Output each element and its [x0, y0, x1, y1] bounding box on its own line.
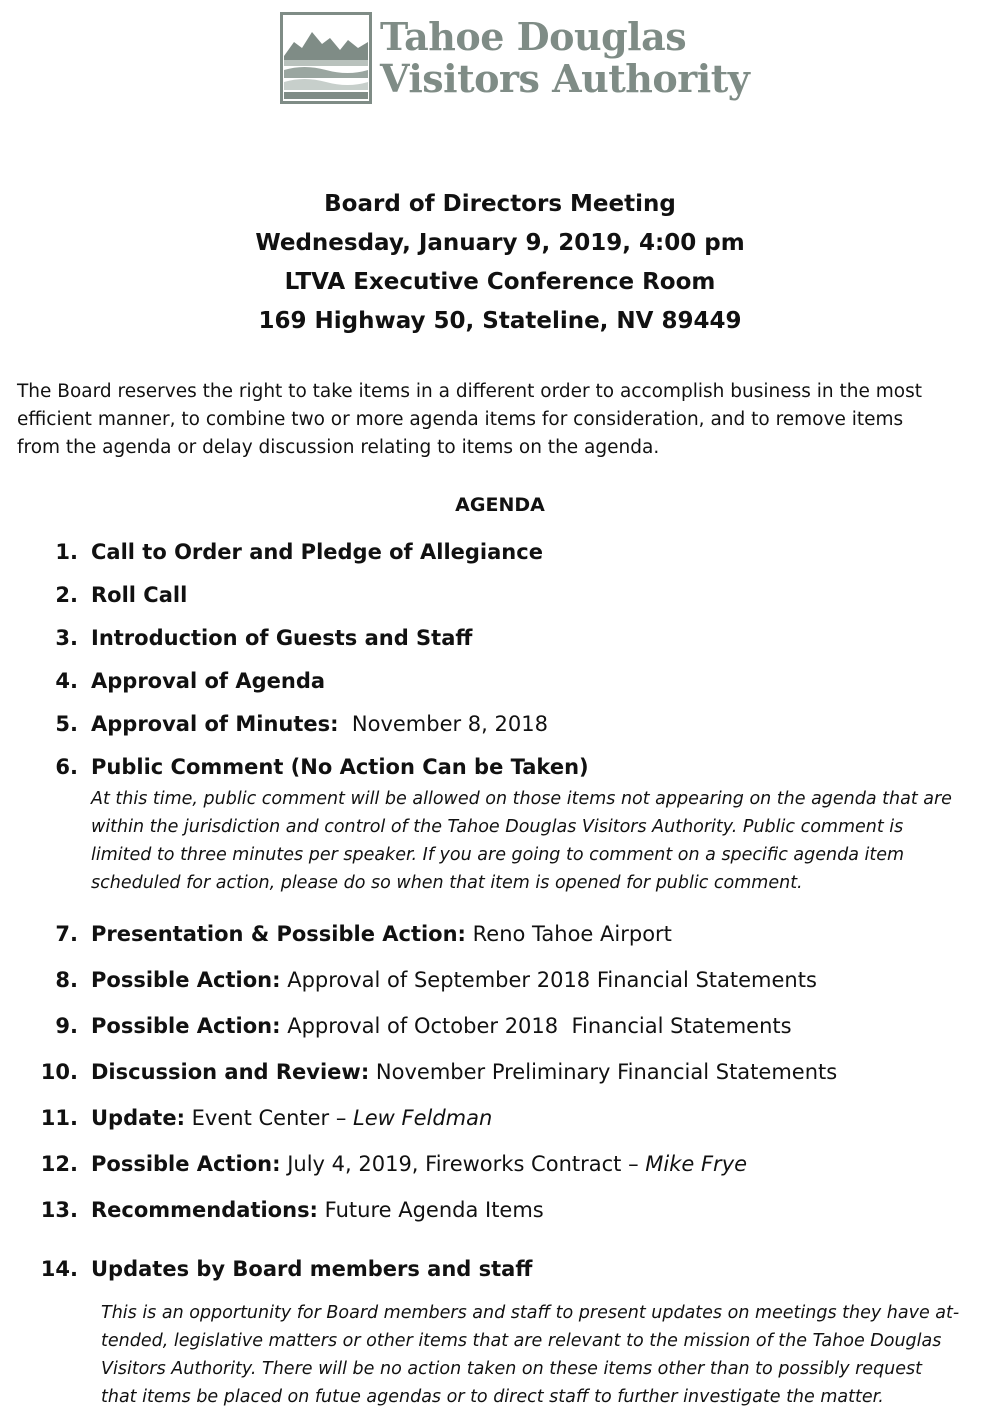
item-number: 11. — [40, 1106, 78, 1130]
item-number: 7. — [55, 922, 78, 946]
description-line: limited to three minutes per speaker. If you are going to comment on a specific agenda item — [91, 845, 905, 865]
item-text: July 4, 2019, Fireworks Contract – — [287, 1152, 639, 1176]
item-title: Possible Action: — [91, 968, 281, 992]
meeting-address: 169 Highway 50, Stateline, NV 89449 — [258, 308, 742, 334]
item-number: 10. — [40, 1060, 78, 1084]
item-number: 12. — [40, 1152, 78, 1176]
description-line: At this time, public comment will be allowed on those items not appearing on the agenda that are — [91, 789, 952, 809]
item-text: Event Center – — [191, 1106, 347, 1130]
item-title: Discussion and Review: — [91, 1060, 370, 1084]
item-text: Future Agenda Items — [324, 1198, 544, 1222]
item-person: Mike Frye — [645, 1152, 748, 1176]
item-number: 1. — [55, 540, 78, 564]
item-title: Possible Action: — [91, 1014, 281, 1038]
description-line: scheduled for action, please do so when that item is opened for public comment. — [91, 873, 803, 893]
description-line: This is an opportunity for Board members and staff to present updates on meetings they have at- — [101, 1303, 960, 1323]
item-number: 6. — [55, 755, 78, 779]
item-number: 2. — [55, 583, 78, 607]
item-title: Call to Order and Pledge of Allegiance — [91, 540, 543, 564]
item-text: Approval of October 2018 Financial Statements — [287, 1014, 792, 1038]
item-text: November Preliminary Financial Statements — [375, 1060, 838, 1084]
item-person: Lew Feldman — [353, 1106, 493, 1130]
item-title: Recommendations: — [91, 1198, 318, 1222]
intro-line: The Board reserves the right to take items in a different order to accomplish business in the most — [17, 381, 922, 402]
logo-wordmark — [380, 16, 749, 100]
agenda-title: AGENDA — [455, 494, 545, 516]
item-number: 9. — [55, 1014, 78, 1038]
organization-logo — [280, 12, 750, 110]
meeting-title: Board of Directors Meeting — [324, 191, 676, 217]
item-number: 14. — [40, 1257, 78, 1281]
item-text: Reno Tahoe Airport — [472, 922, 672, 946]
meeting-location: LTVA Executive Conference Room — [284, 269, 716, 295]
item-title: Possible Action: — [91, 1152, 281, 1176]
intro-paragraph — [17, 378, 982, 462]
description-line: within the jurisdiction and control of the Tahoe Douglas Visitors Authority. Public comment is — [91, 817, 904, 837]
item-number: 8. — [55, 968, 78, 992]
item-title: Presentation & Possible Action: — [91, 922, 466, 946]
item-number: 4. — [55, 669, 78, 693]
mountain-lake-logo-icon — [280, 12, 372, 104]
item-text: Approval of September 2018 Financial Statements — [287, 968, 817, 992]
item-title: Update: — [91, 1106, 185, 1130]
item-text: November 8, 2018 — [351, 712, 548, 736]
meeting-date: Wednesday, January 9, 2019, 4:00 pm — [255, 230, 745, 256]
description-line: tended, legislative matters or other items that are relevant to the mission of the Tahoe Douglas — [101, 1331, 942, 1351]
item-title: Updates by Board members and staff — [91, 1257, 533, 1281]
item-number: 5. — [55, 712, 78, 736]
item-title: Introduction of Guests and Staff — [91, 626, 473, 650]
item-description — [91, 785, 952, 897]
description-line: that items be placed on futue agendas or to direct staff to further investigate the matter. — [101, 1387, 884, 1407]
item-title: Roll Call — [91, 583, 188, 607]
item-number: 3. — [55, 626, 78, 650]
item-title: Approval of Agenda — [91, 669, 326, 693]
item-title: Public Comment (No Action Can be Taken) — [91, 755, 589, 779]
meeting-heading — [0, 185, 1000, 341]
description-line: Visitors Authority. There will be no action taken on these items other than to possibly request — [101, 1359, 923, 1379]
item-description — [101, 1299, 959, 1411]
item-number: 13. — [40, 1198, 78, 1222]
intro-line: efficient manner, to combine two or more agenda items for consideration, and to remove items — [17, 409, 904, 430]
item-title: Approval of Minutes: — [91, 712, 339, 736]
logo-line-1: Tahoe Douglas — [380, 14, 687, 59]
logo-line-2: Visitors Authority — [380, 56, 750, 101]
intro-line: from the agenda or delay discussion relating to items on the agenda. — [17, 437, 660, 458]
